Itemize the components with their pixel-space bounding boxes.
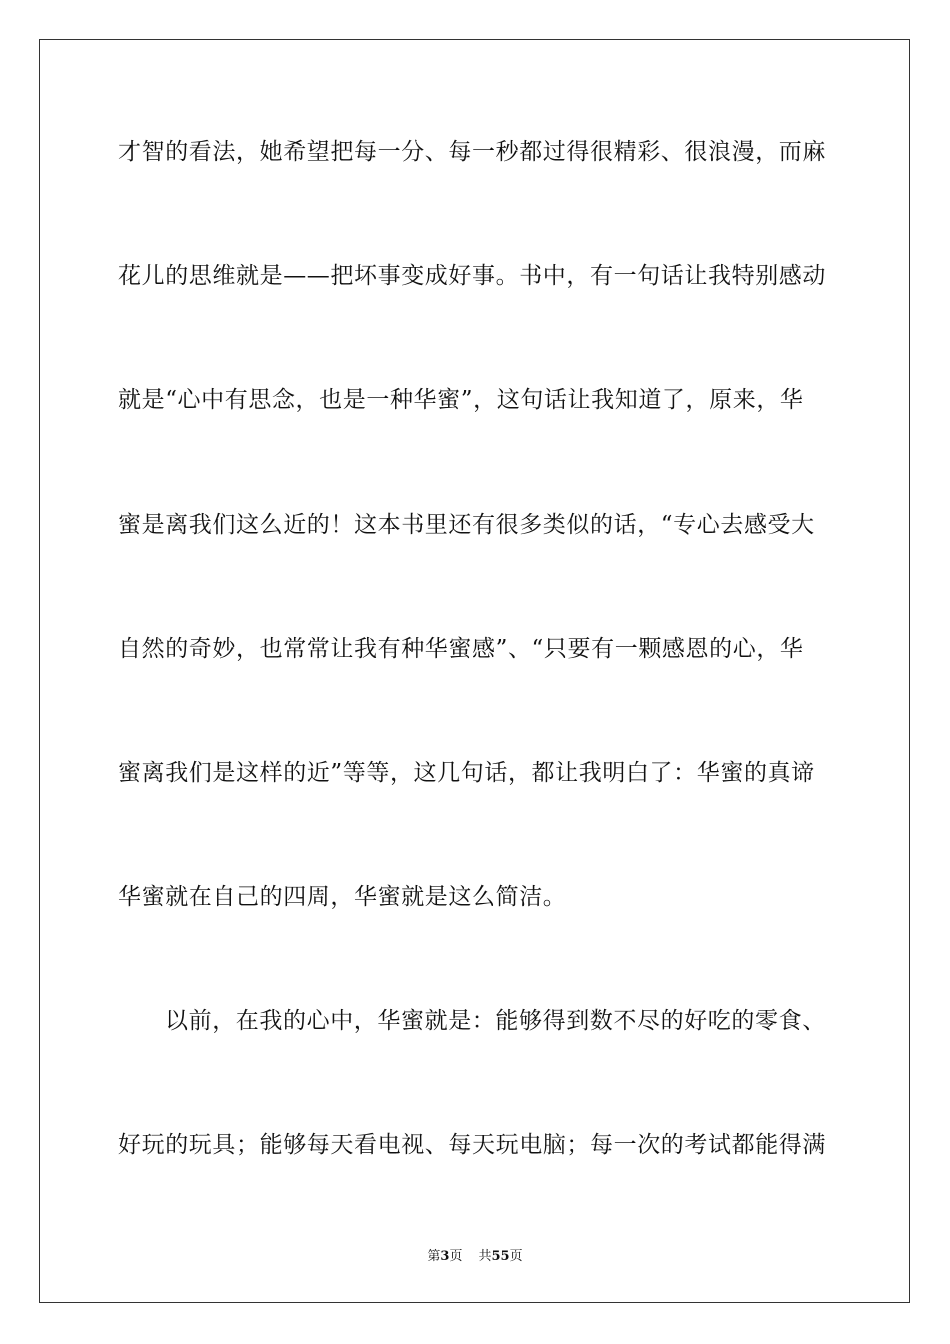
body-text-line: 就是“心中有思念，也是一种华蜜”，这句话让我知道了，原来，华 [118, 387, 804, 413]
body-text-line: 才智的看法，她希望把每一分、每一秒都过得很精彩、很浪漫，而麻 [118, 139, 826, 165]
total-prefix: 共 [478, 1249, 492, 1264]
total-pages: 55 [491, 1249, 510, 1264]
page-number: 3 [440, 1249, 450, 1264]
body-text-line: 蜜是离我们这么近的！这本书里还有很多类似的话，“专心去感受大 [118, 512, 815, 538]
body-text-line: 自然的奇妙，也常常让我有种华蜜感”、“只要有一颗感恩的心，华 [118, 636, 804, 662]
body-text-line: 好玩的玩具；能够每天看电视、每天玩电脑；每一次的考试都能得满 [118, 1132, 826, 1158]
page-prefix: 第 [427, 1249, 441, 1264]
page-footer [0, 1249, 950, 1265]
total-suffix: 页 [509, 1249, 523, 1264]
paragraph-start-line: 以前，在我的心中，华蜜就是：能够得到数不尽的好吃的零食、 [165, 1008, 826, 1034]
body-text-line: 蜜离我们是这样的近”等等，这几句话，都让我明白了：华蜜的真谛 [118, 760, 815, 786]
body-text-line: 华蜜就在自己的四周，华蜜就是这么简洁。 [118, 884, 567, 910]
page-suffix: 页 [449, 1249, 463, 1264]
page-border [39, 39, 910, 1303]
body-text-line: 花儿的思维就是——把坏事变成好事。书中，有一句话让我特别感动 [118, 263, 826, 289]
